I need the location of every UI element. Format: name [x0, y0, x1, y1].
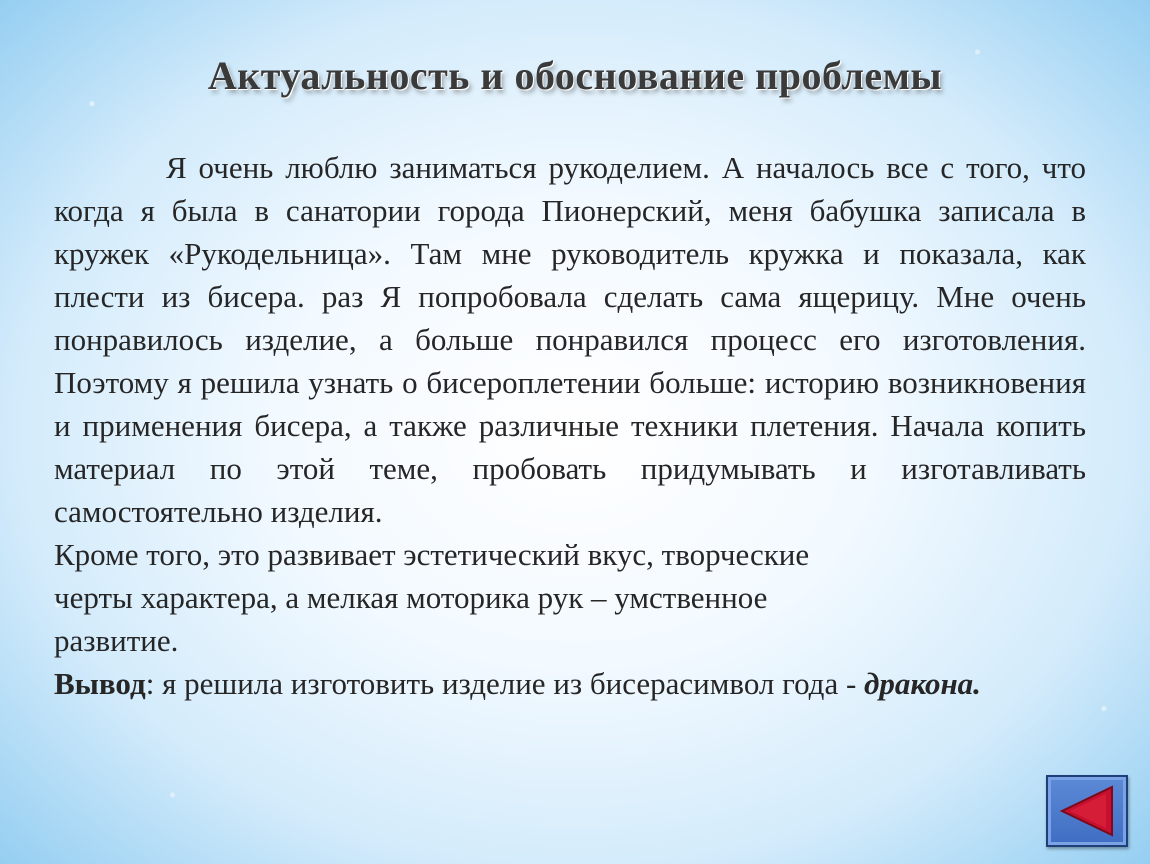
conclusion-highlight: дракона. [864, 666, 981, 701]
main-paragraph: Я очень люблю заниматься рукоделием. А началось все с того, что когда я была в санатории города Пионерский, меня бабушка записала в кружек «Рукодельница». Там мне руководитель кружка и показала, как плести из бисера. раз Я попробовала сделать сама ящерицу. Мне очень понравилось изделие, а больше понравился процесс его изготовления. Поэтому я решила узнать о бисероплетении больше: историю возникновения и применения бисера, а также различные техники плетения. Начала копить материал по этой теме, пробовать придумывать и изготавливать самостоятельно изделия. [54, 150, 1086, 529]
conclusion-text: : я решила изготовить изделие из бисерасимвол года - [145, 666, 865, 701]
slide-body [54, 146, 1086, 705]
slide-title: Актуальность и обоснование проблемы [207, 53, 943, 98]
extra-paragraph-line: Кроме того, это развивает эстетический вкус, творческие [54, 537, 810, 572]
conclusion-paragraph [54, 662, 1086, 705]
back-button[interactable] [1046, 775, 1128, 847]
conclusion-label: Вывод [54, 666, 146, 701]
triangle-left-icon [1048, 777, 1126, 845]
extra-paragraph-line: черты характера, а мелкая моторика рук – умственное [54, 580, 768, 615]
extra-paragraph-line: развитие. [54, 623, 179, 658]
extra-paragraph [54, 533, 1086, 662]
